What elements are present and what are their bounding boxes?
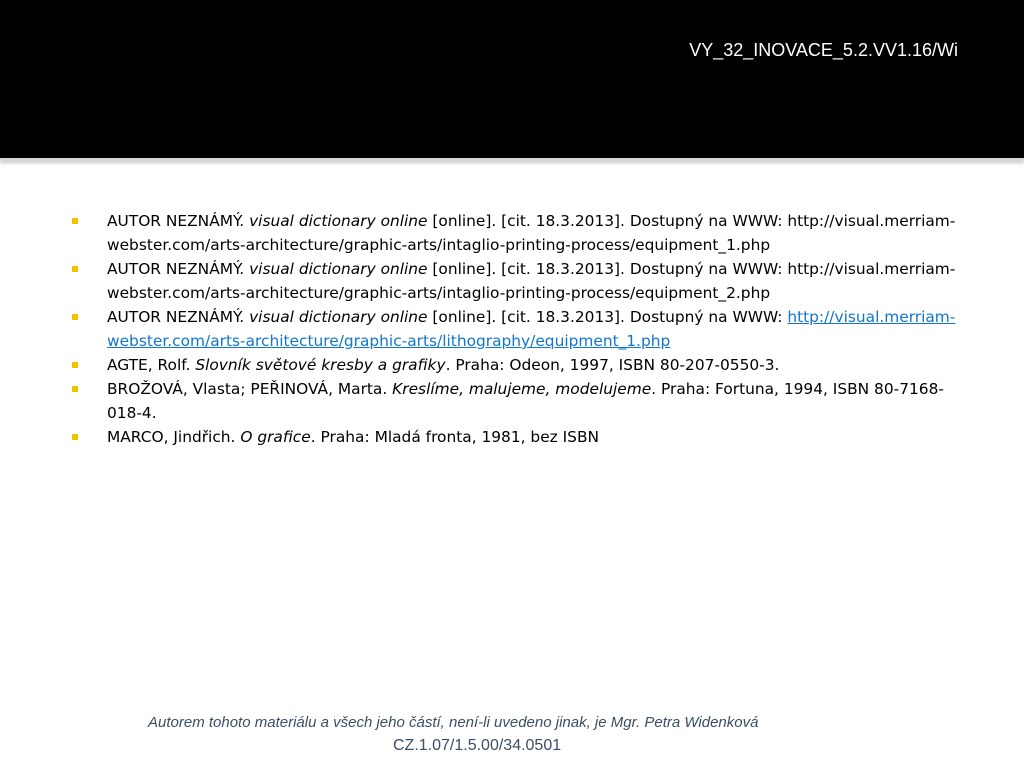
reference-details: [online]. [cit. 18.3.2013]. Dostupný na WWW: http://visual.merriam-webster.com/arts-architecture/graphic-arts/intaglio-printing-process/equipment_2.php [107,260,956,302]
footer-project-code: CZ.1.07/1.5.00/34.0501 [393,737,562,754]
reference-details: . Praha: Odeon, 1997, ISBN 80-207-0550-3. [445,356,780,374]
reference-author: AGTE, Rolf. [107,356,196,374]
reference-title: visual dictionary online [249,308,428,326]
reference-item [72,425,957,449]
bullet-icon [72,266,78,272]
reference-details: [online]. [cit. 18.3.2013]. Dostupný na WWW: [427,308,788,326]
reference-author: BROŽOVÁ, Vlasta; PEŘINOVÁ, Marta. [107,380,393,398]
reference-title: visual dictionary online [249,212,428,230]
reference-details: . Praha: Mladá fronta, 1981, bez ISBN [310,428,600,446]
reference-title: visual dictionary online [249,260,428,278]
reference-author: AUTOR NEZNÁMÝ. [107,308,250,326]
reference-list [72,209,957,449]
reference-item [72,353,957,377]
bullet-icon [72,386,78,392]
reference-item [72,209,957,257]
reference-details: . Praha: Fortuna, 1994, ISBN 80-7168-018-4. [107,380,944,422]
reference-author: AUTOR NEZNÁMÝ. [107,260,250,278]
bullet-icon [72,314,78,320]
slide-code: VY_32_INOVACE_5.2.VV1.16/Wi [689,40,958,60]
reference-item [72,305,957,353]
bullet-icon [72,362,78,368]
reference-item [72,257,957,305]
reference-item [72,377,957,425]
footer-attribution: Autorem tohoto materiálu a všech jeho částí, není-li uvedeno jinak, je Mgr. Petra Widenková [148,714,759,731]
bullet-icon [72,218,78,224]
reference-details: [online]. [cit. 18.3.2013]. Dostupný na WWW: http://visual.merriam-webster.com/arts-architecture/graphic-arts/intaglio-printing-process/equipment_1.php [107,212,956,254]
header-divider [0,158,1024,161]
reference-title: O grafice [240,428,311,446]
bullet-icon [72,434,78,440]
reference-title: Slovník světové kresby a grafiky [195,356,446,374]
header-band [0,0,1024,158]
reference-author: AUTOR NEZNÁMÝ. [107,212,250,230]
reference-author: MARCO, Jindřich. [107,428,241,446]
reference-title: Kreslíme, malujeme, modelujeme [392,380,652,398]
reference-link[interactable]: http://visual.merriam-webster.com/arts-architecture/graphic-arts/lithography/equipment_1.php [107,308,956,350]
